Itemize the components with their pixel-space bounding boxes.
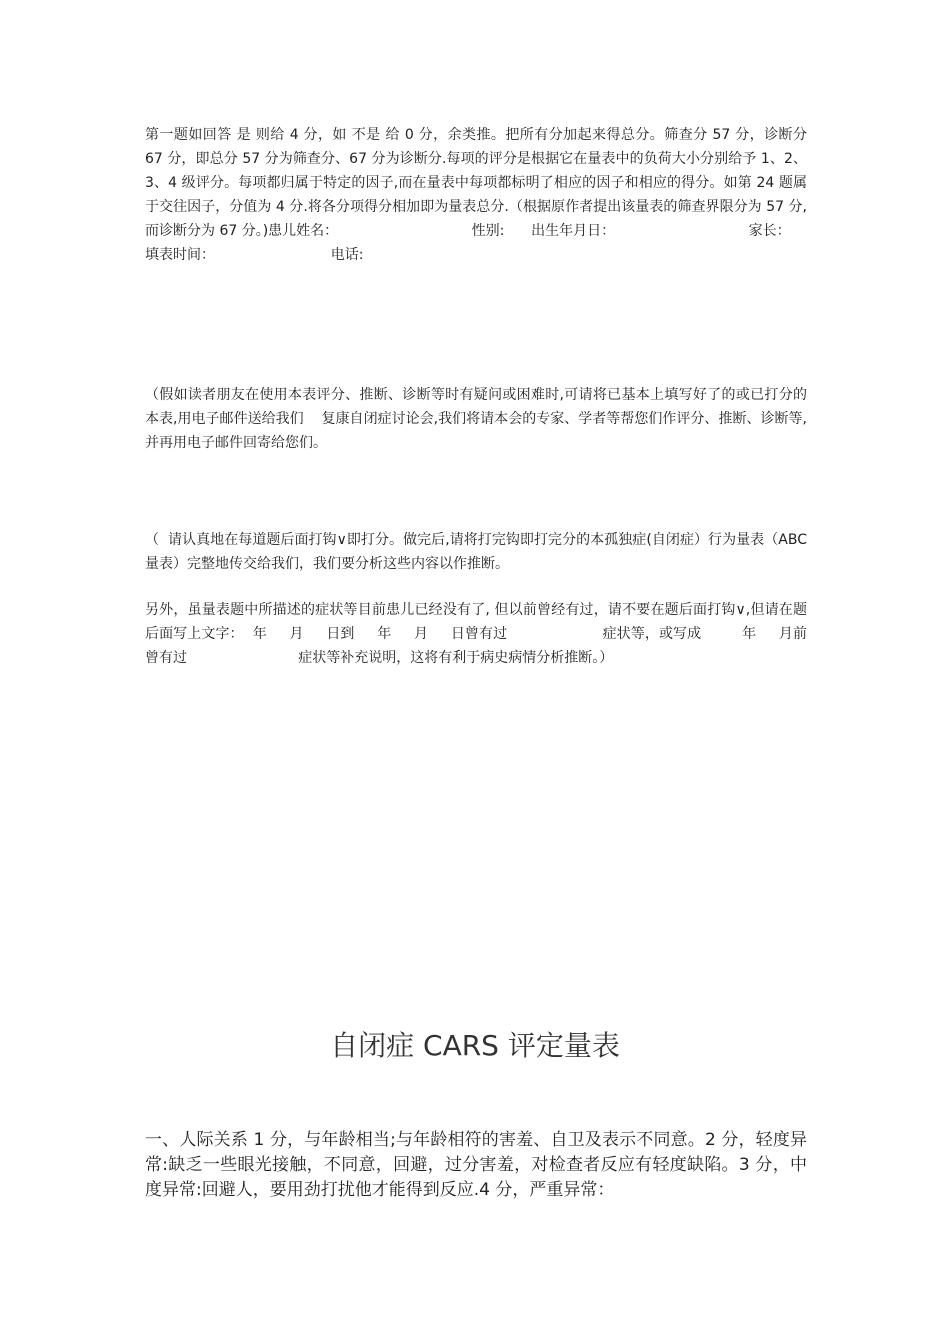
checkmark-notice: （ 请认真地在每道题后面打钩∨即打分。做完后,请将打完钩即打完分的本孤独症(自闭症）行为量表（ABC 量表）完整地传交给我们，我们要分析这些内容以作推断。 [145,532,812,572]
scoring-instructions: 第一题如回答 是 则给 4 分，如 不是 给 0 分，余类推。把所有分加起来得总分。筛查分 57 分，诊断分 67 分，即总分 57 分为筛查分、67 分为诊断分.每项的评分是根据它在量表中的负荷大小分别给予 1、2、3、4 级评分。每项都归属于特定的因子,而在量表中每项都标明了相应的因子和相应的得分。如第 24 题属于交往因子，分值为 4 分.将各分项得分相加即为量表总分.（根据原作者提出该量表的筛查界限分为 57 分,而诊断分为 67 分。)患儿姓名： 性别: 出生年月日： 家长： 填表时间： 电话: [145,127,807,263]
cars-item-1: 一、人际关系 1 分，与年龄相当;与年龄相符的害羞、自卫及表示不同意。2 分，轻度异常:缺乏一些眼光接触，不同意，回避，过分害羞，对检查者反应有轻度缺陷。3 分，中度异常:回避人，要用劲打扰他才能得到反应.4 分，严重异常： [145,1130,807,1200]
cars-title: 自闭症 CARS 评定量表 [330,1029,620,1062]
email-notice: （假如读者朋友在使用本表评分、推断、诊断等时有疑问或困难时,可请将已基本上填写好了的或已打分的本表,用电子邮件送给我们 复康自闭症讨论会,我们将请本会的专家、学者等帮您们作评分、推断、诊断等,并再用电子邮件回寄给您们。 [145,387,807,451]
history-notice: 另外，虽量表题中所描述的症状等目前患儿已经没有了, 但以前曾经有过，请不要在题后面打钩∨,但请在题后面写上文字： 年 月 日到 年 月 日曾有过 症状等，或写成 年 月前 曾有过 症状等补充说明，这将有利于病史病情分析推断。） [145,602,848,666]
